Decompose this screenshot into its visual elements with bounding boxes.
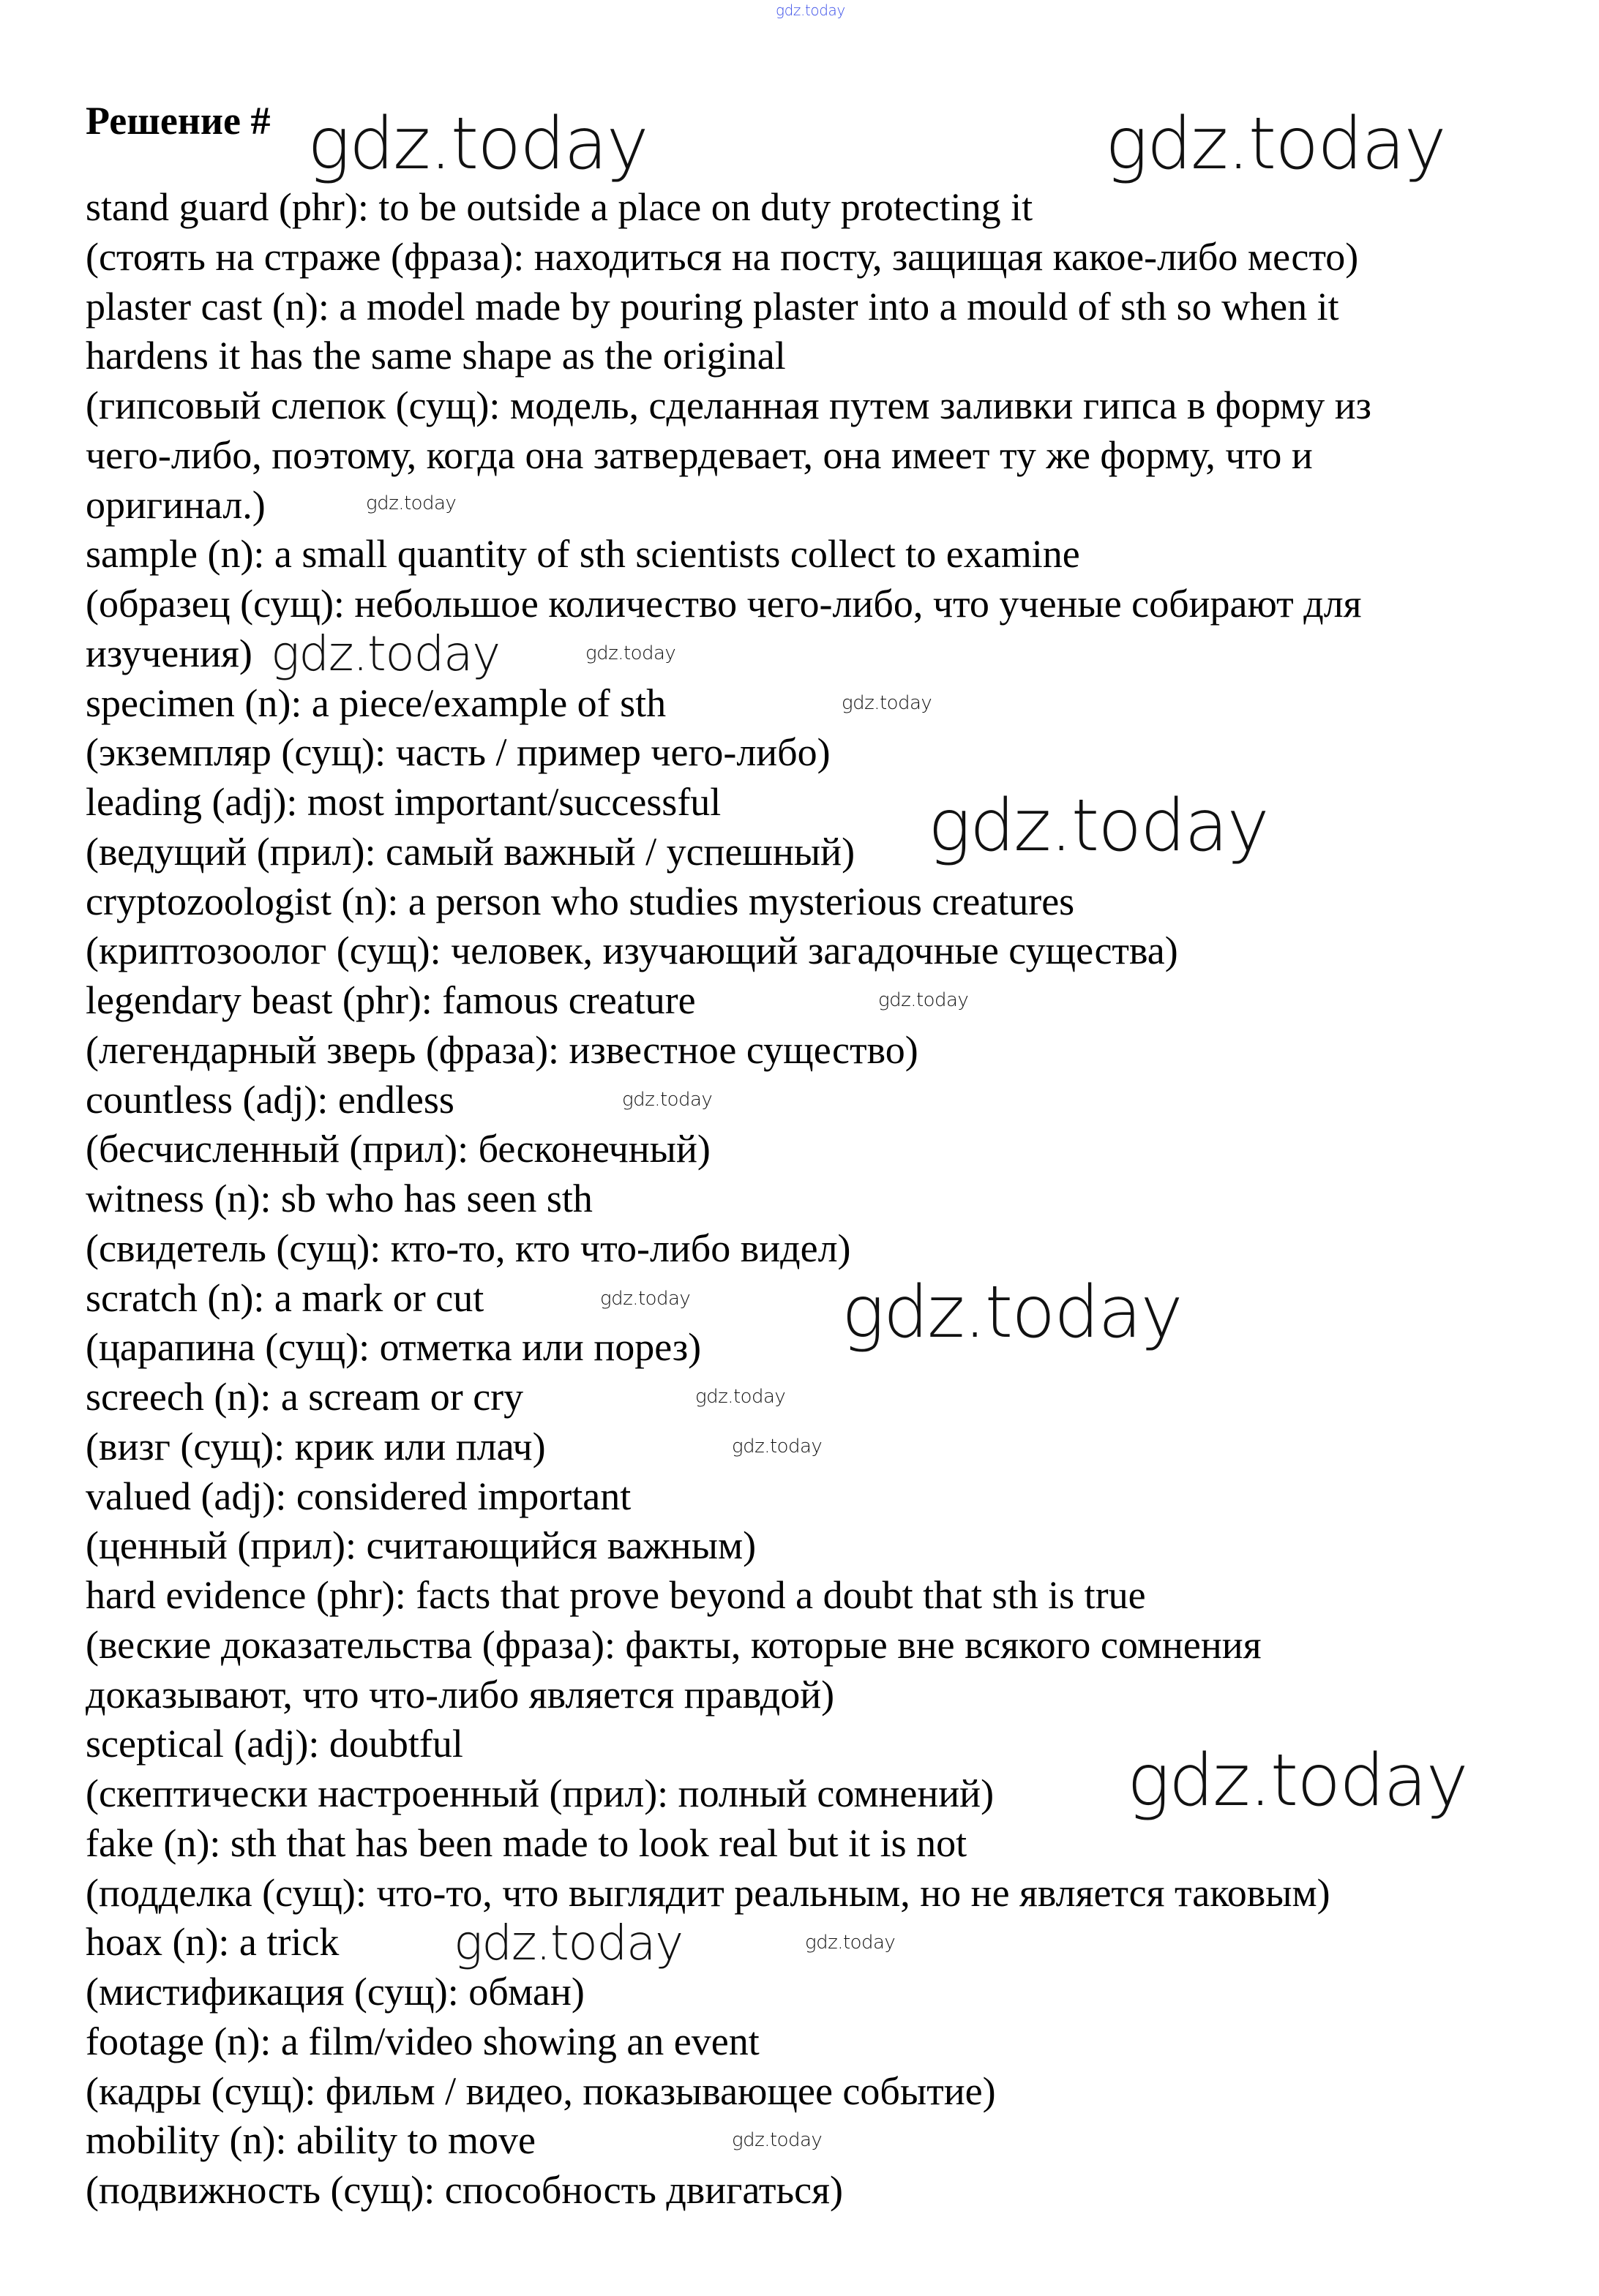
text-line: оригинал.) bbox=[86, 482, 266, 527]
text-line: sample (n): a small quantity of sth scientists collect to examine bbox=[86, 532, 1080, 577]
watermark: gdz.today bbox=[271, 626, 500, 682]
solution-heading: Решение # bbox=[86, 99, 271, 143]
text-line: specimen (n): a piece/example of sth bbox=[86, 680, 667, 725]
text-line: (гипсовый слепок (сущ): модель, сделанная путем заливки гипса в форму из bbox=[86, 383, 1371, 427]
text-line: valued (adj): considered important bbox=[86, 1474, 632, 1518]
text-line: чего-либо, поэтому, когда она затвердевает, она имеет ту же форму, что и bbox=[86, 432, 1313, 477]
text-line: (стоять на страже (фраза): находиться на посту, защищая какое-либо место) bbox=[86, 234, 1359, 279]
text-line: (легендарный зверь (фраза): известное существо) bbox=[86, 1027, 918, 1072]
watermark-small: gdz.today bbox=[366, 492, 457, 514]
watermark: gdz.today bbox=[1127, 1739, 1467, 1823]
text-line: (криптозоолог (сущ): человек, изучающий загадочные существа) bbox=[86, 928, 1178, 973]
watermark: gdz.today bbox=[307, 102, 648, 186]
watermark: gdz.today bbox=[928, 784, 1268, 868]
text-line: (бесчисленный (прил): бесконечный) bbox=[86, 1127, 711, 1171]
text-line: (подделка (сущ): что-то, что выглядит реальным, но не является таковым) bbox=[86, 1870, 1330, 1915]
text-line: fake (n): sth that has been made to look real but it is not bbox=[86, 1820, 967, 1865]
text-line: (экземпляр (сущ): часть / пример чего-либо) bbox=[86, 730, 831, 775]
text-line: mobility (n): ability to move bbox=[86, 2118, 536, 2163]
text-line: hoax (n): a trick bbox=[86, 1920, 340, 1965]
text-line: stand guard (phr): to be outside a place on duty protecting it bbox=[86, 185, 1033, 229]
watermark-small: gdz.today bbox=[732, 1436, 823, 1457]
text-line: sceptical (adj): doubtful bbox=[86, 1722, 463, 1766]
watermark-small: gdz.today bbox=[842, 692, 932, 714]
watermark-small: gdz.today bbox=[695, 1386, 786, 1408]
watermark-small: gdz.today bbox=[805, 1932, 896, 1954]
text-line: hardens it has the same shape as the original bbox=[86, 334, 786, 378]
text-line: hard evidence (phr): facts that prove beyond a doubt that sth is true bbox=[86, 1573, 1146, 1617]
text-line: (царапина (сущ): отметка или порез) bbox=[86, 1325, 702, 1370]
watermark-small: gdz.today bbox=[878, 989, 969, 1011]
vocabulary-list bbox=[86, 183, 1371, 2216]
text-line: (подвижность (сущ): способность двигаться) bbox=[86, 2168, 843, 2212]
watermark: gdz.today bbox=[454, 1915, 683, 1971]
watermark: gdz.today bbox=[842, 1271, 1182, 1354]
text-line: screech (n): a scream or cry bbox=[86, 1375, 524, 1419]
text-line: (свидетель (сущ): кто-то, кто что-либо видел) bbox=[86, 1226, 851, 1270]
text-line: (ценный (прил): считающийся важным) bbox=[86, 1523, 757, 1568]
watermark-small: gdz.today bbox=[732, 2129, 823, 2151]
text-line: (веские доказательства (фраза): факты, которые вне всякого сомнения bbox=[86, 1622, 1262, 1667]
text-line: (мистификация (сущ): обман) bbox=[86, 1970, 585, 2014]
text-line: cryptozoologist (n): a person who studies mysterious creatures bbox=[86, 879, 1075, 923]
text-line: countless (adj): endless bbox=[86, 1077, 454, 1122]
text-line: доказывают, что что-либо является правдой) bbox=[86, 1672, 835, 1717]
text-line: (кадры (сущ): фильм / видео, показывающее событие) bbox=[86, 2068, 996, 2113]
text-line: legendary beast (phr): famous creature bbox=[86, 978, 696, 1022]
text-line: scratch (n): a mark or cut bbox=[86, 1275, 484, 1320]
text-line: (ведущий (прил): самый важный / успешный) bbox=[86, 829, 855, 874]
text-line: plaster cast (n): a model made by pouring plaster into a mould of sth so when it bbox=[86, 284, 1339, 329]
text-line: witness (n): sb who has seen sth bbox=[86, 1177, 593, 1220]
text-line: footage (n): a film/video showing an event bbox=[86, 2019, 760, 2063]
text-line: (визг (сущ): крик или плач) bbox=[86, 1424, 546, 1468]
text-line: изучения) bbox=[86, 631, 252, 675]
watermark-small: gdz.today bbox=[600, 1288, 691, 1310]
text-line: (образец (сущ): небольшое количество чего-либо, что ученые собирают для bbox=[86, 582, 1362, 626]
watermark: gdz.today bbox=[1105, 102, 1445, 186]
watermark-small: gdz.today bbox=[622, 1089, 713, 1111]
watermark-small: gdz.today bbox=[585, 642, 676, 664]
text-line: (скептически настроенный (прил): полный сомнений) bbox=[86, 1771, 995, 1815]
watermark-top: gdz.today bbox=[776, 1, 845, 19]
text-line: leading (adj): most important/successful bbox=[86, 780, 722, 824]
